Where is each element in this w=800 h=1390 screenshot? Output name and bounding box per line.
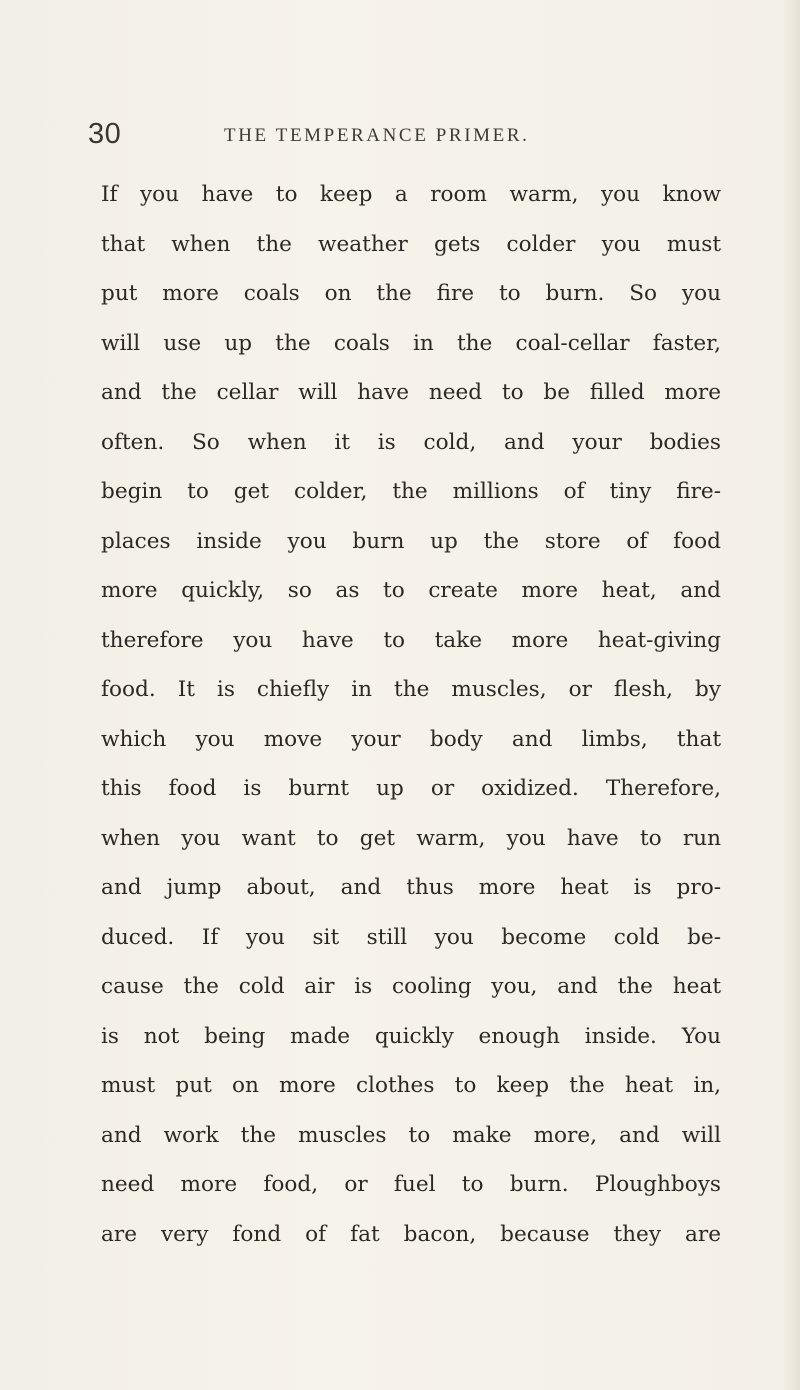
text-line: need more food, or fuel to burn. Ploughboys xyxy=(101,1172,721,1197)
text-line: must put on more clothes to keep the heat in, xyxy=(101,1073,721,1098)
page-header xyxy=(88,118,688,158)
text-line: duced. If you sit still you become cold be- xyxy=(101,924,721,950)
text-line: and jump about, and thus more heat is pro- xyxy=(101,875,721,900)
text-line: food. It is chiefly in the muscles, or flesh, by xyxy=(101,677,721,702)
text-line: put more coals on the fire to burn. So you xyxy=(101,281,721,306)
text-line: and work the muscles to make more, and will xyxy=(101,1122,721,1148)
text-line: therefore you have to take more heat-giving xyxy=(101,627,721,653)
text-line: which you move your body and limbs, that xyxy=(101,726,721,752)
text-line: more quickly, so as to create more heat, and xyxy=(101,578,721,603)
text-line: and the cellar will have need to be filled more xyxy=(101,380,721,405)
text-line: are very fond of fat bacon, because they are xyxy=(101,1221,721,1247)
running-head: THE TEMPERANCE PRIMER. xyxy=(224,125,530,146)
text-line: that when the weather gets colder you must xyxy=(101,231,721,257)
text-line: If you have to keep a room warm, you know xyxy=(101,182,721,207)
text-line: often. So when it is cold, and your bodies xyxy=(101,429,721,455)
body-paragraph xyxy=(101,176,721,1265)
text-line: begin to get colder, the millions of tiny fire- xyxy=(101,479,721,504)
text-line: places inside you burn up the store of food xyxy=(101,528,721,554)
page-number: 30 xyxy=(88,118,122,150)
text-line: cause the cold air is cooling you, and the heat xyxy=(101,974,721,999)
page-edge-shadow xyxy=(782,0,800,1390)
text-line: this food is burnt up or oxidized. Therefore, xyxy=(101,776,721,801)
text-line: when you want to get warm, you have to run xyxy=(101,825,721,851)
text-line: will use up the coals in the coal-cellar faster, xyxy=(101,330,721,356)
text-line: is not being made quickly enough inside. You xyxy=(101,1023,721,1049)
